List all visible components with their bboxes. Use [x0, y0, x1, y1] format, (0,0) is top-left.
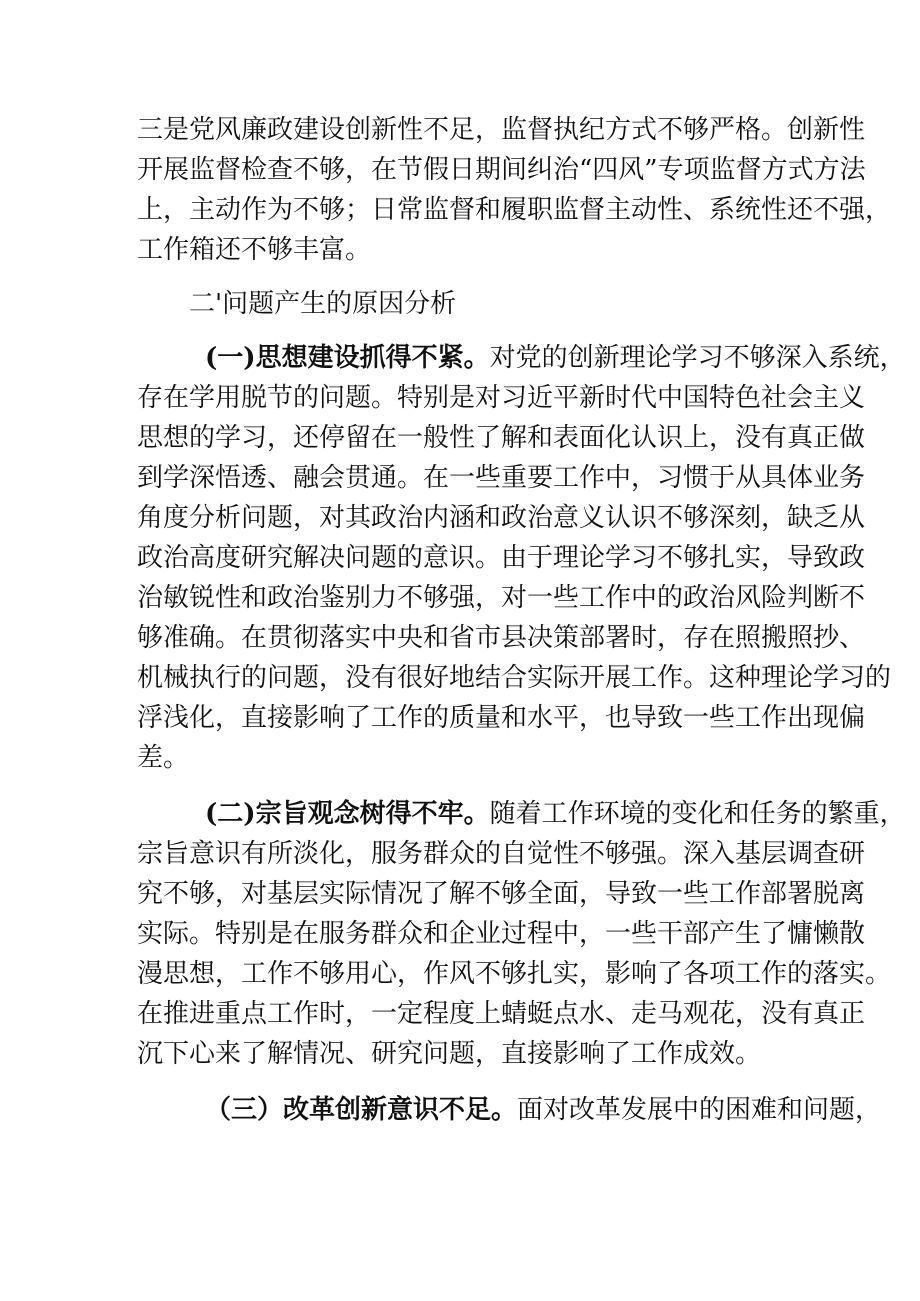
text-line: 漫思想，工作不够用心，作风不够扎实，影响了各项工作的落实。 [137, 959, 892, 989]
text-line: 工作箱还不够丰富。 [137, 235, 372, 265]
paragraph-first-line [137, 1090, 882, 1130]
text-line: 差。 [137, 743, 190, 773]
text-line: 沉下心来了解情况、研究问题，直接影响了工作成效。 [137, 1039, 762, 1069]
text-run: 面对改革发展中的困难和问题， [517, 1095, 882, 1125]
paragraph-reform-innovation [137, 1090, 882, 1130]
subheading: （三）改革创新意识不足。 [205, 1095, 518, 1125]
text-line: 到学深悟透、融会贯通。在一些重要工作中，习惯于从具体业务 [137, 463, 866, 493]
paragraph-purpose-concept [137, 794, 906, 1074]
document-body [137, 110, 906, 1130]
text-line: 角度分析问题，对其政治内涵和政治意义认识不够深刻，缺乏从 [137, 503, 866, 533]
paragraph-first-line [137, 794, 906, 834]
paragraph-first-line [137, 338, 906, 378]
text-line: 够准确。在贯彻落实中央和省市县决策部署时，存在照搬照抄、 [137, 623, 866, 653]
text-line: 宗旨意识有所淡化，服务群众的自觉性不够强。深入基层调查研 [137, 839, 866, 869]
text-run: 对党的创新理论学习不够深入系统， [489, 343, 906, 373]
text-line: 治敏锐性和政治鉴别力不够强，对一些工作中的政治风险判断不 [137, 583, 866, 613]
subheading: (二)宗旨观念树得不牢。 [205, 799, 490, 829]
paragraph-party-conduct [137, 110, 892, 270]
text-line: 上，主动作为不够；日常监督和履职监督主动性、系统性还不强， [137, 195, 892, 225]
text-line: 浮浅化，直接影响了工作的质量和水平，也导致一些工作出现偏 [137, 703, 866, 733]
text-line: 实际。特别是在服务群众和企业过程中，一些干部产生了慵懒散 [137, 919, 866, 949]
text-line: 思想的学习，还停留在一般性了解和表面化认识上，没有真正做 [137, 423, 866, 453]
text-line: 政治高度研究解决问题的意识。由于理论学习不够扎实，导致政 [137, 543, 866, 573]
text-line: 机械执行的问题，没有很好地结合实际开展工作。这种理论学习的 [137, 663, 892, 693]
subheading: (一)思想建设抓得不紧。 [205, 343, 490, 373]
text-line: 在推进重点工作时，一定程度上蜻蜓点水、走马观花，没有真正 [137, 999, 866, 1029]
text-run: 随着工作环境的变化和任务的繁重， [489, 799, 906, 829]
text-line: 三是党风廉政建设创新性不足，监督执纪方式不够严格。创新性 [137, 115, 866, 145]
text-line: 存在学用脱节的问题。特别是对习近平新时代中国特色社会主义 [137, 383, 866, 413]
text-line: 究不够，对基层实际情况了解不够全面，导致一些工作部署脱离 [137, 879, 866, 909]
paragraph-ideological-building [137, 338, 906, 778]
section-heading: 二'问题产生的原因分析 [189, 289, 457, 319]
text-line: 开展监督检查不够，在节假日期间纠治“四风”专项监督方式方法 [137, 155, 866, 185]
